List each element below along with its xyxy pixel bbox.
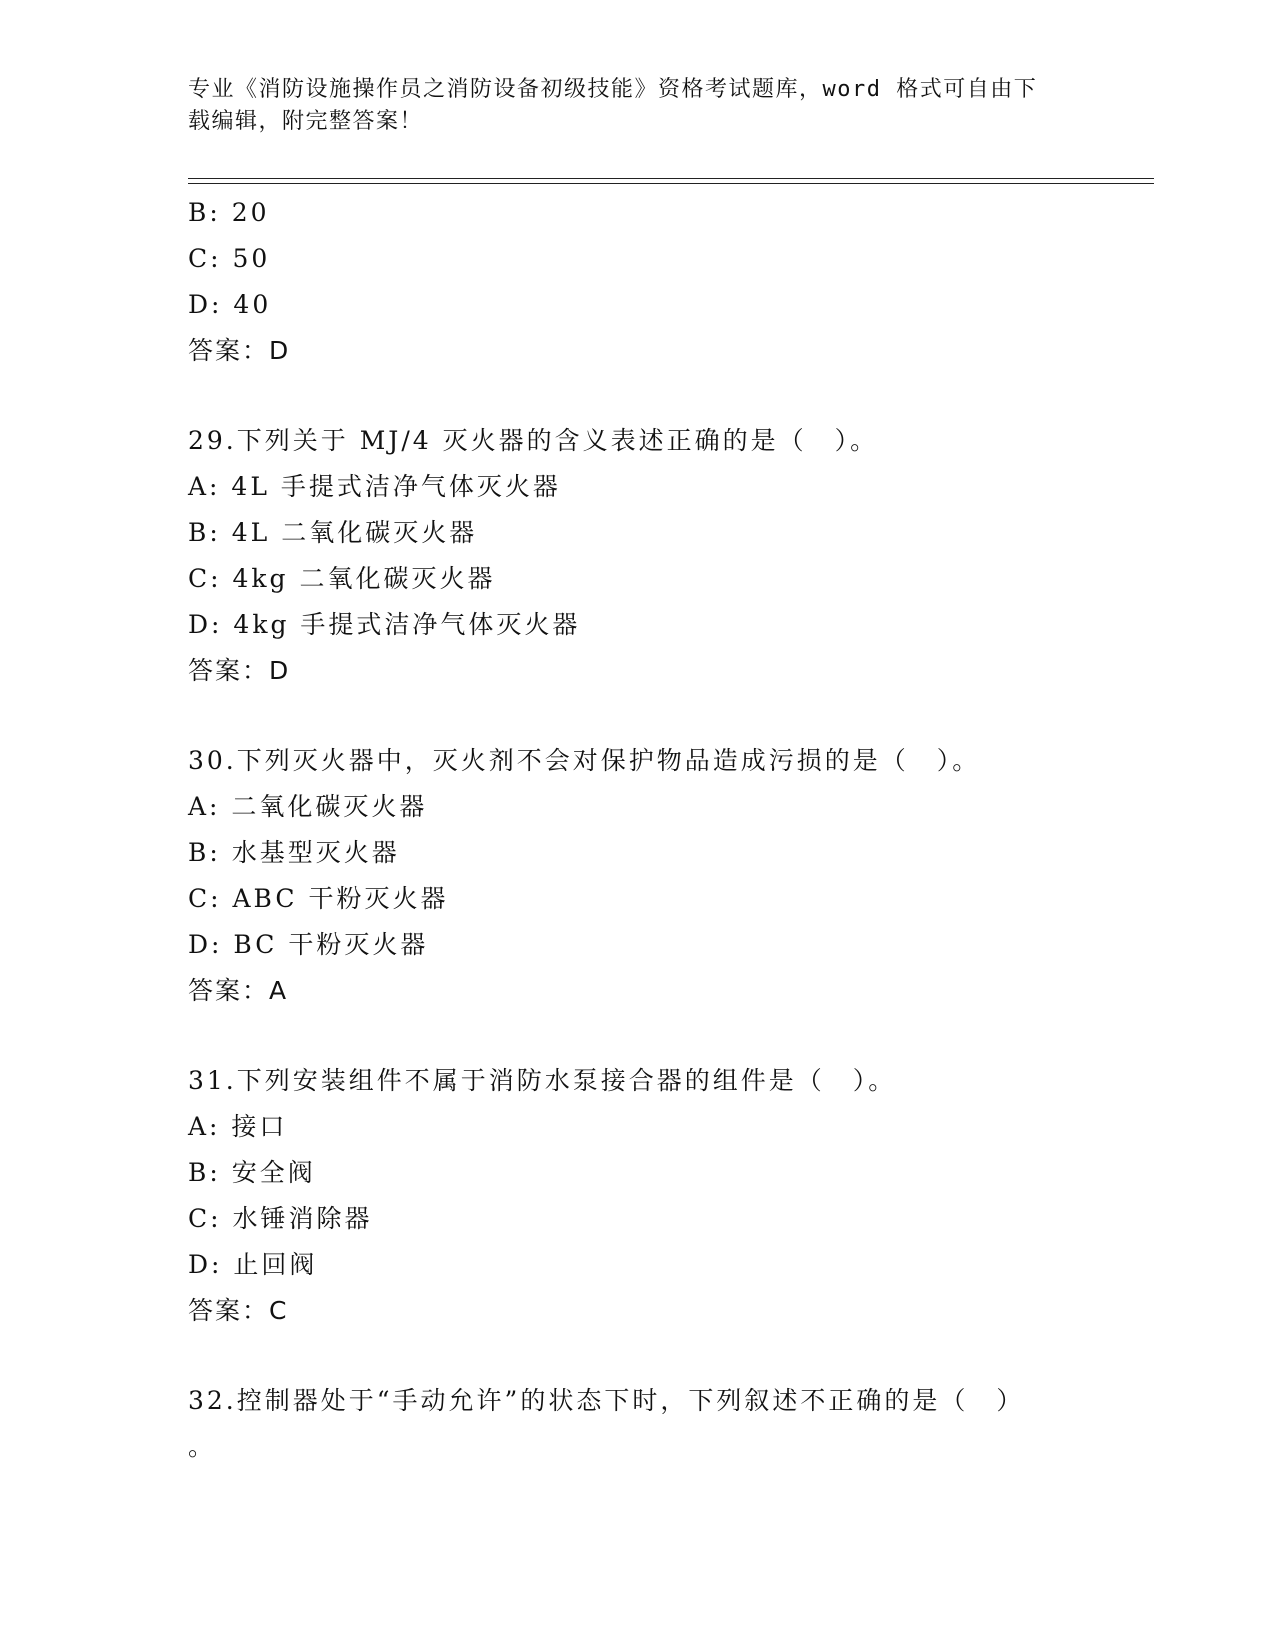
question-stem: 30.下列灭火器中，灭火剂不会对保护物品造成污损的是（ ）。 xyxy=(188,746,981,775)
document-header xyxy=(188,74,1068,138)
option-a: A: 二氧化碳灭火器 xyxy=(188,792,428,821)
option-c: C: 50 xyxy=(188,244,271,273)
answer-label: 答案：C xyxy=(188,1296,289,1325)
answer-label: 答案：D xyxy=(188,336,291,365)
question-28-continuation xyxy=(188,190,1118,374)
option-b: B: 4L 二氧化碳灭火器 xyxy=(188,518,478,547)
option-a: A: 接口 xyxy=(188,1112,288,1141)
question-stem: 31.下列安装组件不属于消防水泵接合器的组件是（ ）。 xyxy=(188,1066,897,1095)
question-31 xyxy=(188,1058,1118,1334)
option-a: A: 4L 手提式洁净气体灭火器 xyxy=(188,472,561,501)
option-b: B: 20 xyxy=(188,198,270,227)
option-c: C: 4kg 二氧化碳灭火器 xyxy=(188,564,496,593)
option-d: D: 40 xyxy=(188,290,272,319)
question-30 xyxy=(188,738,1118,1014)
question-list xyxy=(188,190,1118,1470)
header-rule-bottom xyxy=(188,183,1154,184)
question-stem: 29.下列关于 MJ/4 灭火器的含义表述正确的是（ ）。 xyxy=(188,426,879,455)
option-d: D: 止回阀 xyxy=(188,1250,318,1279)
header-rule-top xyxy=(188,178,1154,179)
option-c: C: 水锤消除器 xyxy=(188,1204,373,1233)
question-stem-continuation: 。 xyxy=(188,1432,217,1461)
option-c: C: ABC 干粉灭火器 xyxy=(188,884,449,913)
question-stem: 32.控制器处于“手动允许”的状态下时，下列叙述不正确的是（ ） xyxy=(188,1386,1025,1415)
header-line-1: 专业《消防设施操作员之消防设备初级技能》资格考试题库，word 格式可自由下 xyxy=(188,77,1038,102)
option-d: D: 4kg 手提式洁净气体灭火器 xyxy=(188,610,581,639)
answer-label: 答案：A xyxy=(188,976,289,1005)
header-line-2: 载编辑，附完整答案！ xyxy=(188,109,424,134)
option-d: D: BC 干粉灭火器 xyxy=(188,930,429,959)
answer-label: 答案：D xyxy=(188,656,291,685)
question-32 xyxy=(188,1378,1118,1470)
question-29 xyxy=(188,418,1118,694)
option-b: B: 安全阀 xyxy=(188,1158,316,1187)
option-b: B: 水基型灭火器 xyxy=(188,838,400,867)
